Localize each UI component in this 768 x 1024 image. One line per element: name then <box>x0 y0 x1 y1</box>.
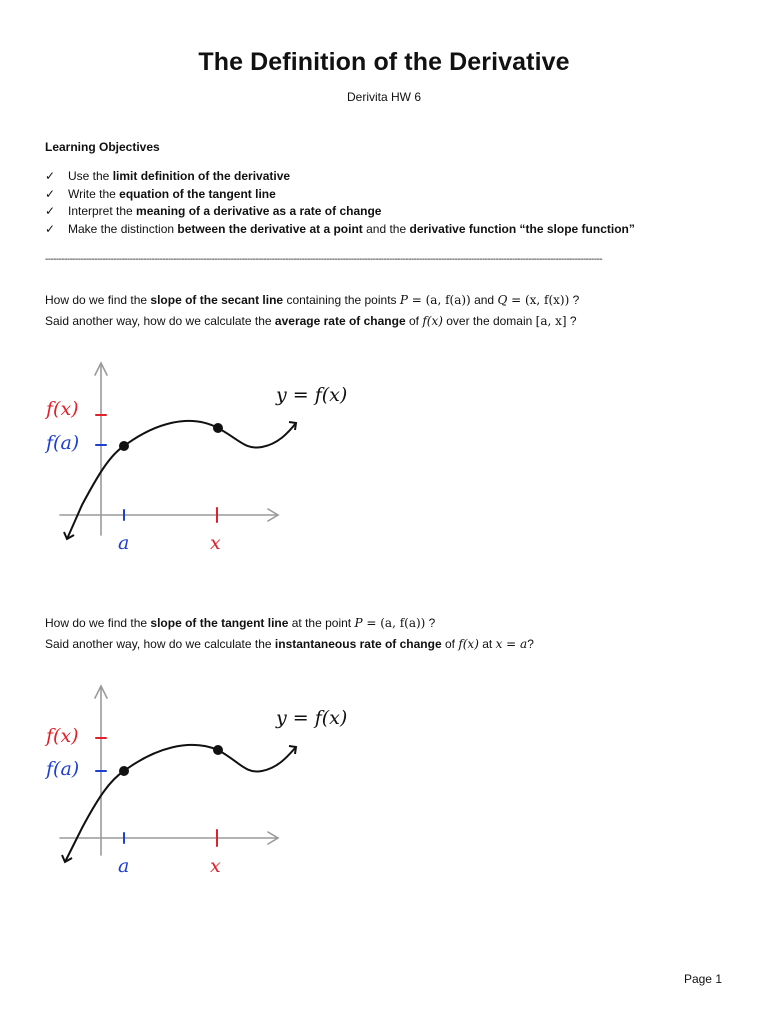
objectives-heading: Learning Objectives <box>45 140 160 154</box>
list-item: ✓ Use the limit definition of the derivative <box>45 168 635 186</box>
point-p <box>119 766 129 776</box>
curve-label: y = f(x) <box>276 384 348 406</box>
secant-question <box>45 290 579 332</box>
check-icon: ✓ <box>45 186 56 201</box>
secant-graph <box>40 355 350 555</box>
x-label: x <box>210 855 221 877</box>
point-q <box>213 745 223 755</box>
check-icon: ✓ <box>45 204 56 218</box>
check-icon: ✓ <box>45 221 56 236</box>
x-label: x <box>210 532 221 554</box>
tangent-line-1: How do we find the slope of the tangent line at the point P = (a, f(a)) ? <box>45 616 436 630</box>
check-icon: ✓ <box>45 169 56 183</box>
tangent-graph <box>40 680 350 880</box>
function-curve <box>65 745 296 862</box>
page-title: The Definition of the Derivative <box>198 48 570 76</box>
a-label: a <box>118 855 130 877</box>
list-item: ✓ Make the distinction between the derivative at a point and the derivative function “the slope function” <box>45 221 635 239</box>
graph-axes <box>60 363 278 535</box>
page-subtitle: Derivita HW 6 <box>346 90 421 104</box>
secant-line-1: How do we find the slope of the secant line containing the points P = (a, f(a)) and Q = (x, f(x)) ? <box>45 293 580 307</box>
tangent-question <box>45 613 534 655</box>
page-number: Page 1 <box>683 972 722 986</box>
a-label: a <box>118 532 130 554</box>
list-item: ✓ Interpret the meaning of a derivative as a rate of change <box>45 203 635 221</box>
point-p <box>119 441 129 451</box>
section-divider: ------------------------------------------------------------------------------------------------------------------------------------------------------------------------------------------------------------ <box>45 254 602 265</box>
tangent-line-2: Said another way, how do we calculate the instantaneous rate of change of f(x) at x = a? <box>45 637 534 651</box>
objectives-list <box>45 168 635 238</box>
point-q <box>213 423 223 433</box>
fx-label: f(x) <box>46 725 79 747</box>
fa-label: f(a) <box>46 758 80 780</box>
fx-label: f(x) <box>46 398 79 420</box>
fa-label: f(a) <box>46 432 80 454</box>
curve-label: y = f(x) <box>276 707 348 729</box>
list-item: ✓ Write the equation of the tangent line <box>45 186 635 204</box>
graph-axes <box>60 686 278 855</box>
secant-line-2: Said another way, how do we calculate the average rate of change of f(x) over the domain [a, x] ? <box>45 314 577 328</box>
